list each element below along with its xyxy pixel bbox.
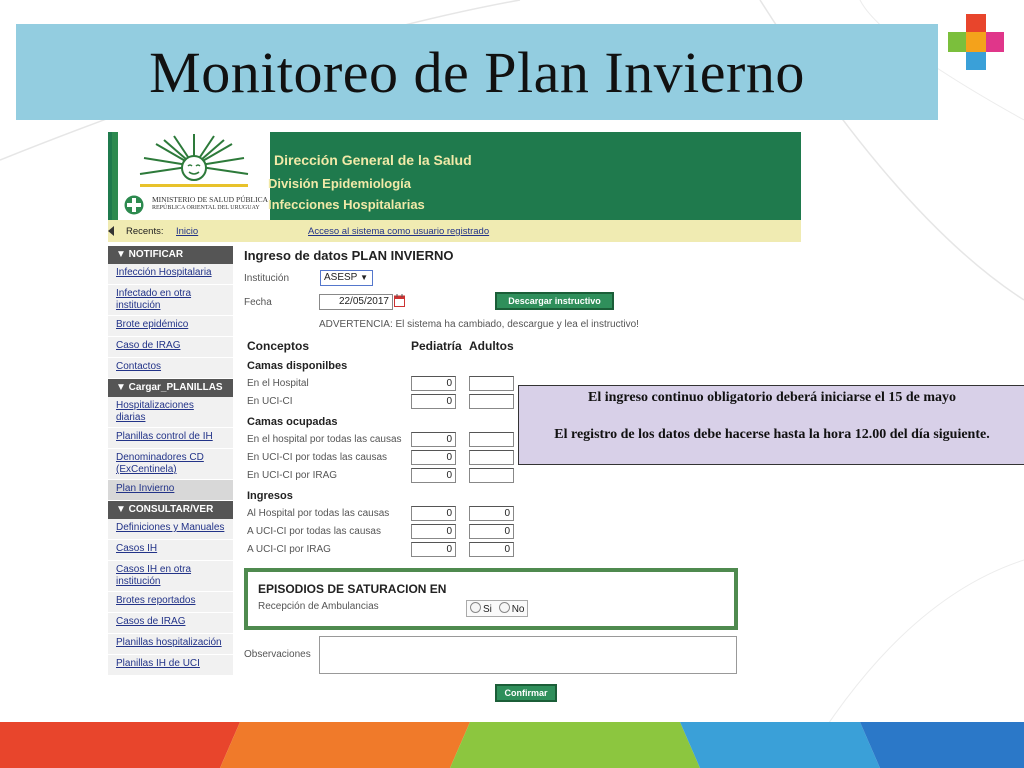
row-label: A UCI-CI por IRAG [247, 544, 331, 555]
sidebar-item-hospitalizaciones-diarias[interactable] [108, 397, 233, 428]
pediatria-input[interactable]: 0 [411, 524, 456, 539]
sidebar-item-infectado-otra-institucion[interactable] [108, 285, 233, 316]
row-label: En UCI-CI [247, 396, 293, 407]
sidebar-link[interactable]: Casos IH en otra institución [116, 564, 192, 587]
pediatria-input[interactable]: 0 [411, 432, 456, 447]
slide-title: Monitoreo de Plan Invierno [149, 39, 805, 105]
col-conceptos: Conceptos [247, 339, 310, 353]
header-line1: Dirección General de la Salud [274, 152, 472, 168]
bottom-color-band [0, 722, 1024, 768]
observaciones-label: Observaciones [244, 649, 311, 660]
sidebar-item-brote-epidemico[interactable] [108, 316, 233, 337]
sidebar-section-consultar-ver[interactable]: ▼ CONSULTAR/VER [108, 501, 233, 519]
header-line3: Infecciones Hospitalarias [268, 197, 425, 212]
sidebar-link[interactable]: Casos IH [116, 543, 158, 554]
adultos-input[interactable] [469, 432, 514, 447]
row-label: En el Hospital [247, 378, 309, 389]
ministry-name [152, 196, 268, 212]
sidebar-link[interactable]: Plan Invierno [116, 483, 175, 494]
fecha-label: Fecha [244, 297, 272, 308]
ministry-line1: MINISTERIO DE SALUD PÚBLICA [152, 195, 269, 204]
col-pediatria: Pediatría [411, 339, 462, 353]
ambulancias-radio-group [466, 600, 528, 617]
sidebar-link[interactable]: Hospitalizaciones diarias [116, 400, 194, 423]
recents-inicio-link[interactable]: Inicio [176, 226, 199, 237]
row-label: En el hospital por todas las causas [247, 434, 402, 445]
adultos-input[interactable]: 0 [469, 524, 514, 539]
institucion-label: Institución [244, 273, 290, 284]
sidebar-item-planillas-control-ih[interactable] [108, 428, 233, 449]
sidebar-item-contactos[interactable] [108, 358, 233, 379]
notice-line1: El ingreso continuo obligatorio deberá iniciarse el 15 de mayo [587, 390, 956, 405]
recents-bar [108, 220, 801, 242]
row-label: En UCI-CI por todas las causas [247, 452, 388, 463]
ministry-line2: REPÚBLICA ORIENTAL DEL URUGUAY [152, 205, 260, 211]
pediatria-input[interactable]: 0 [411, 506, 456, 521]
sidebar-link[interactable]: Planillas control de IH [116, 431, 213, 442]
sidebar-section-cargar-planillas[interactable]: ▼ Cargar_PLANILLAS [108, 379, 233, 397]
sidebar-item-caso-irag[interactable] [108, 337, 233, 358]
sidebar-item-denominadores-cd[interactable] [108, 449, 233, 480]
row-label: En UCI-CI por IRAG [247, 470, 338, 481]
sidebar-link[interactable]: Casos de IRAG [116, 616, 186, 627]
sidebar-link[interactable]: Definiciones y Manuales [116, 522, 225, 533]
app-header [108, 132, 801, 220]
sidebar [108, 246, 233, 676]
fecha-input[interactable]: 22/05/2017 [319, 294, 393, 310]
calendar-icon[interactable] [394, 294, 405, 307]
health-cross-icon [946, 12, 1006, 72]
radio-no[interactable] [499, 602, 510, 613]
group-camas-disponibles: Camas disponilbes [247, 360, 348, 372]
pediatria-input[interactable]: 0 [411, 376, 456, 391]
sidebar-link[interactable]: Planillas IH de UCI [116, 658, 200, 669]
ministry-cross-icon [124, 195, 144, 215]
group-ingresos: Ingresos [247, 490, 293, 502]
radio-no-label: No [511, 604, 525, 615]
institucion-value: ASESP [324, 272, 358, 283]
saturation-box [244, 568, 738, 630]
back-arrow-icon[interactable] [108, 226, 114, 236]
confirm-button[interactable]: Confirmar [495, 684, 557, 702]
pediatria-input[interactable]: 0 [411, 542, 456, 557]
sidebar-item-plan-invierno[interactable] [108, 480, 233, 501]
sidebar-link[interactable]: Brotes reportados [116, 595, 196, 606]
radio-si[interactable] [470, 602, 481, 613]
adultos-input[interactable] [469, 450, 514, 465]
sidebar-item-brotes-reportados[interactable] [108, 592, 233, 613]
adultos-input[interactable] [469, 376, 514, 391]
institucion-select[interactable] [320, 270, 373, 286]
sidebar-link[interactable]: Infectado en otra institución [116, 288, 192, 311]
ministry-logo [112, 132, 270, 220]
sidebar-item-planillas-hospitalizacion[interactable] [108, 634, 233, 655]
sidebar-section-notificar[interactable]: ▼ NOTIFICAR [108, 246, 233, 264]
pediatria-input[interactable]: 0 [411, 468, 456, 483]
adultos-input[interactable]: 0 [469, 506, 514, 521]
access-registered-link[interactable]: Acceso al sistema como usuario registrado [308, 226, 490, 237]
row-label: Al Hospital por todas las causas [247, 508, 390, 519]
sidebar-item-casos-ih[interactable] [108, 540, 233, 561]
download-instructions-button[interactable]: Descargar instructivo [495, 292, 614, 310]
pediatria-input[interactable]: 0 [411, 450, 456, 465]
sidebar-item-planillas-ih-uci[interactable] [108, 655, 233, 676]
form-title: Ingreso de datos PLAN INVIERNO [244, 248, 454, 263]
ambulancias-label: Recepción de Ambulancias [258, 601, 379, 612]
chevron-down-icon: ▼ [360, 273, 368, 282]
notice-callout [518, 385, 1024, 465]
radio-si-label: Si [483, 604, 492, 615]
slide-title-bar [16, 24, 938, 120]
sidebar-link[interactable]: Planillas hospitalización [116, 637, 222, 648]
pediatria-input[interactable]: 0 [411, 394, 456, 409]
header-line2: División Epidemiología [268, 176, 412, 191]
sidebar-item-casos-ih-otra-institucion[interactable] [108, 561, 233, 592]
adultos-input[interactable]: 0 [469, 542, 514, 557]
sidebar-item-casos-irag[interactable] [108, 613, 233, 634]
sidebar-link[interactable]: Caso de IRAG [116, 340, 181, 351]
sidebar-link[interactable]: Infección Hospitalaria [116, 267, 212, 278]
notice-line2: El registro de los datos debe hacerse hasta la hora 12.00 del día siguiente. [554, 427, 990, 442]
adultos-input[interactable] [469, 468, 514, 483]
recents-label: Recents: [126, 226, 164, 237]
saturation-title: EPISODIOS DE SATURACION EN [258, 582, 447, 596]
observaciones-textarea[interactable] [319, 636, 737, 674]
adultos-input[interactable] [469, 394, 514, 409]
sidebar-link[interactable]: Contactos [116, 361, 162, 372]
sidebar-link[interactable]: Denominadores CD (ExCentinela) [116, 452, 204, 475]
sidebar-item-definiciones-manuales[interactable] [108, 519, 233, 540]
sidebar-link[interactable]: Brote epidémico [116, 319, 189, 330]
row-label: A UCI-CI por todas las causas [247, 526, 381, 537]
sidebar-item-infeccion-hospitalaria[interactable] [108, 264, 233, 285]
sun-emblem-icon [134, 132, 254, 192]
warning-text: ADVERTENCIA: El sistema ha cambiado, descargue y lea el instructivo! [319, 319, 639, 330]
col-adultos: Adultos [469, 339, 514, 353]
group-camas-ocupadas: Camas ocupadas [247, 416, 338, 428]
